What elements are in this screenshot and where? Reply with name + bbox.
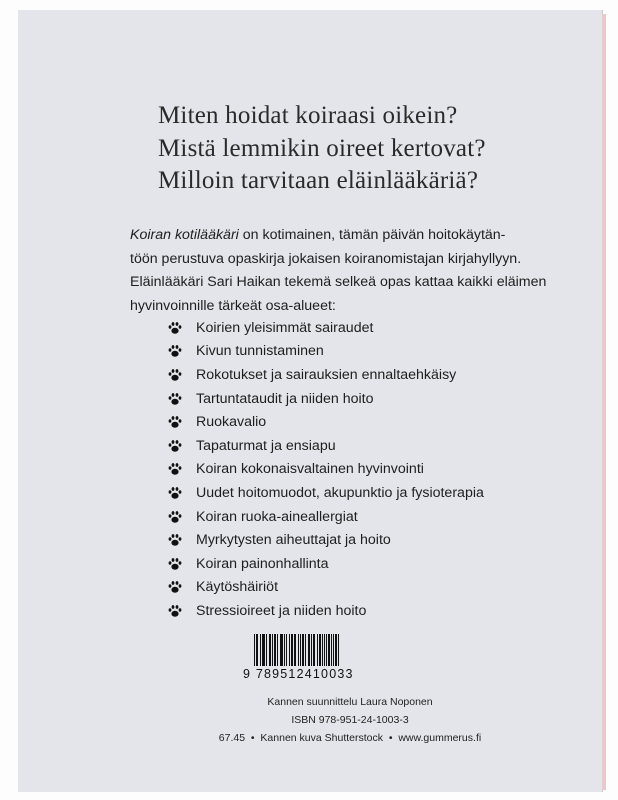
paw-icon xyxy=(168,344,196,358)
topic-label: Koiran painonhallinta xyxy=(196,555,329,572)
topic-item xyxy=(168,387,484,411)
topic-item xyxy=(168,481,484,505)
topic-item xyxy=(168,458,484,482)
paw-icon xyxy=(168,415,196,429)
paw-icon xyxy=(168,462,196,476)
paw-icon xyxy=(168,321,196,335)
topic-item xyxy=(168,316,484,340)
topic-label: Stressioireet ja niiden hoito xyxy=(196,602,367,619)
topic-item xyxy=(168,576,484,600)
topic-label: Käytöshäiriöt xyxy=(196,579,279,596)
intro-text: Eläinlääkäri Sari Haikan tekemä selkeä opas kattaa kaikki eläimen xyxy=(130,274,547,291)
headline: Milloin tarvitaan eläinlääkäriä? xyxy=(158,167,479,194)
intro-text: hyvinvoinnille tärkeät osa-alueet: xyxy=(130,298,336,315)
topic-label: Koirien yleisimmät sairaudet xyxy=(196,319,374,336)
topic-label: Kivun tunnistaminen xyxy=(196,343,324,360)
paw-icon xyxy=(168,557,196,571)
barcode-number: 9 789512410033 xyxy=(243,667,354,681)
paw-icon xyxy=(168,510,196,524)
topic-item xyxy=(168,599,484,623)
paw-icon xyxy=(168,392,196,406)
topic-label: Koiran ruoka-aineallergiat xyxy=(196,508,358,525)
topic-list xyxy=(168,316,484,623)
paw-icon xyxy=(168,368,196,382)
topic-item xyxy=(168,363,484,387)
paw-icon xyxy=(168,486,196,500)
topic-item xyxy=(168,505,484,529)
topic-label: Rokotukset ja sairauksien ennaltaehkäisy xyxy=(196,366,457,383)
headline: Miten hoidat koiraasi oikein? xyxy=(158,102,458,129)
topic-label: Myrkytysten aiheuttajat ja hoito xyxy=(196,532,391,549)
paw-icon xyxy=(168,604,196,618)
topic-item xyxy=(168,340,484,364)
topic-label: Koiran kokonaisvaltainen hyvinvointi xyxy=(196,461,424,478)
topic-label: Tartuntataudit ja niiden hoito xyxy=(196,390,374,407)
paw-icon xyxy=(168,533,196,547)
credits xyxy=(150,693,550,747)
topic-item xyxy=(168,528,484,552)
publisher-line: 67.45 • Kannen kuva Shutterstock • www.gummerus.fi xyxy=(218,732,482,744)
cover-edge xyxy=(602,14,606,790)
isbn: ISBN 978-951-24-1003-3 xyxy=(291,714,409,726)
headline: Mistä lemmikin oireet kertovat? xyxy=(158,134,486,162)
book-title: Koiran kotilääkäri xyxy=(130,227,239,243)
intro-text: on kotimainen, tämän päivän hoitokäytän- xyxy=(238,227,506,243)
paw-icon xyxy=(168,580,196,594)
intro-paragraph xyxy=(130,224,580,319)
intro-text: töön perustuva opaskirja jokaisen koiranomistajan kirjahyllyyn. xyxy=(130,250,522,267)
paw-icon xyxy=(168,439,196,453)
cover-design-credit: Kannen suunnittelu Laura Noponen xyxy=(267,696,433,708)
topic-label: Uudet hoitomuodot, akupunktio ja fysioterapia xyxy=(196,484,484,501)
topic-label: Ruokavalio xyxy=(196,414,267,431)
headlines xyxy=(158,100,486,198)
topic-item xyxy=(168,410,484,434)
topic-item xyxy=(168,434,484,458)
topic-label: Tapaturmat ja ensiapu xyxy=(196,437,336,454)
topic-item xyxy=(168,552,484,576)
barcode xyxy=(254,634,340,666)
